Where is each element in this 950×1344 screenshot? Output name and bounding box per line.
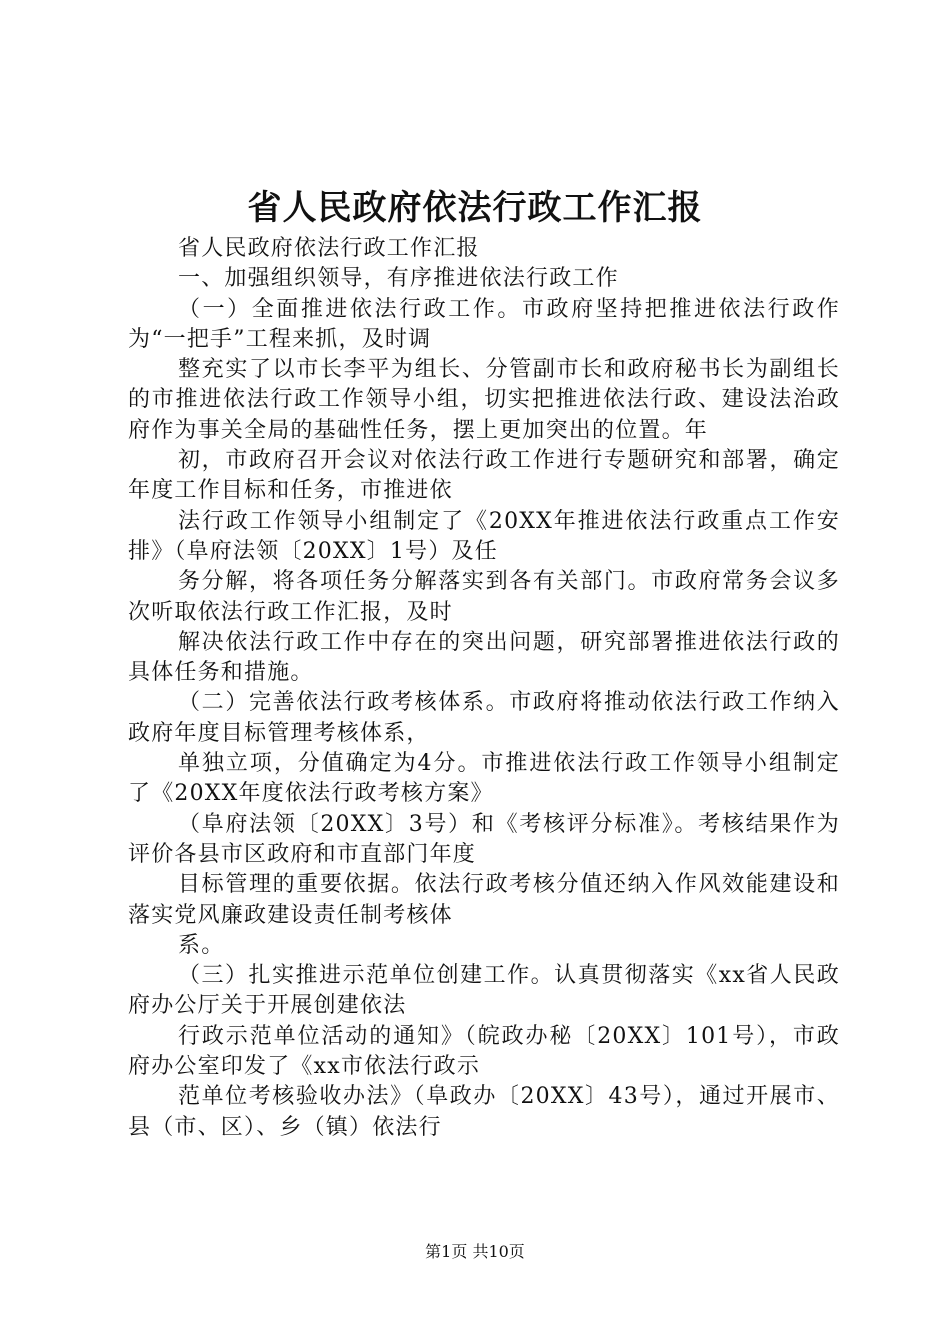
paragraph: 初，市政府召开会议对依法行政工作进行专题研究和部署，确定年度工作目标和任务，市推进依 — [128, 448, 840, 504]
paragraph: 法行政工作领导小组制定了《20XX年推进依法行政重点工作安排》（阜府法领〔20XX〕1号）及任 — [128, 508, 840, 564]
paragraph: 行政示范单位活动的通知》（皖政办秘〔20XX〕101号），市政府办公室印发了《xx市依法行政示 — [128, 1023, 840, 1080]
paragraph: 目标管理的重要依据。依法行政考核分值还纳入作风效能建设和落实党风廉政建设责任制考核体 — [128, 872, 840, 928]
paragraph: （一）全面推进依法行政工作。市政府坚持把推进依法行政作为“一把手”工程来抓，及时调 — [128, 296, 840, 352]
paragraph-heading-repeat: 省人民政府依法行政工作汇报 — [178, 236, 480, 261]
page-number-footer: 第1页 共10页 — [425, 1242, 525, 1261]
paragraph: （二）完善依法行政考核体系。市政府将推动依法行政工作纳入政府年度目标管理考核体系， — [128, 690, 840, 746]
paragraph-section-1: 一、加强组织领导，有序推进依法行政工作 — [178, 266, 619, 292]
paragraph: （三）扎实推进示范单位创建工作。认真贯彻落实《xx省人民政府办公厅关于开展创建依法 — [128, 963, 840, 1019]
paragraph: 解决依法行政工作中存在的突出问题，研究部署推进依法行政的具体任务和措施。 — [128, 629, 840, 686]
paragraph: 系。 — [178, 932, 225, 958]
paragraph: 单独立项，分值确定为4分。市推进依法行政工作领导小组制定了《20XX年度依法行政考核方案》 — [128, 751, 840, 807]
paragraph: 范单位考核验收办法》（阜政办〔20XX〕43号），通过开展市、县（市、区）、乡（镇）依法行 — [128, 1084, 840, 1140]
paragraph: 务分解，将各项任务分解落实到各有关部门。市政府常务会议多次听取依法行政工作汇报，及时 — [128, 569, 840, 625]
document-title: 省人民政府依法行政工作汇报 — [247, 188, 703, 228]
paragraph: 整充实了以市长李平为组长、分管副市长和政府秘书长为副组长的市推进依法行政工作领导小组，切实把推进依法行政、建设法治政府作为事关全局的基础性任务，摆上更加突出的位置。年 — [128, 357, 840, 443]
paragraph: （阜府法领〔20XX〕3号）和《考核评分标准》。考核结果作为评价各县市区政府和市直部门年度 — [128, 811, 840, 867]
document-body — [128, 234, 840, 1143]
